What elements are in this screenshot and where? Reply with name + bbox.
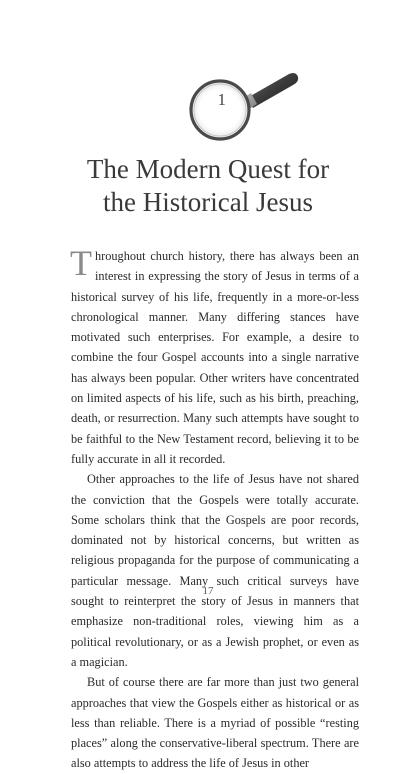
chapter-number: 1 <box>217 90 227 109</box>
paragraph-3: But of course there are far more than just two general approaches that view the Gospels either as historical or as less than reliable. There is a myriad of possible “resting places” along the conservative-liberal spectrum. There are also attempts to address the life of Jesus in other <box>71 675 359 771</box>
drop-cap: T <box>70 243 92 283</box>
chapter-title-line-2: the Historical Jesus <box>103 187 313 217</box>
paragraph-1-text: hroughout church history, there has always been an interest in expressing the story of Jesus in terms of a historical survey of his life, frequently in a more-or-less chronological manner. Many differing stances have motivated such enterprises. For example, a desire to combine the four Gospel accounts into a single narrative has always been popular. Other writers have concentrated on limited aspects of his life, such as his birth, preaching, death, or resurrection. Many such attempts have sought to be faithful to the New Testament record, believing it to be fully accurate in all it recorded. <box>71 249 359 466</box>
paragraph-1 <box>70 243 359 469</box>
page-number: 17 <box>202 585 214 597</box>
chapter-title <box>40 153 376 219</box>
body-text <box>70 243 359 774</box>
paragraph-2: Other approaches to the life of Jesus have not shared the conviction that the Gospels were totally accurate. Some scholars think that the Gospels are poor records, dominated not by historical concerns, but written as religious propaganda for the purpose of communicating a particular message. Many such critical surveys have sought to reinterpret the story of Jesus in manners that emphasize non-traditional roles, viewing him as a political revolutionary, or as a Jewish prophet, or even as a magician. <box>71 472 359 669</box>
magnifying-glass-icon <box>185 62 300 162</box>
chapter-title-line-1: The Modern Quest for <box>86 154 330 184</box>
